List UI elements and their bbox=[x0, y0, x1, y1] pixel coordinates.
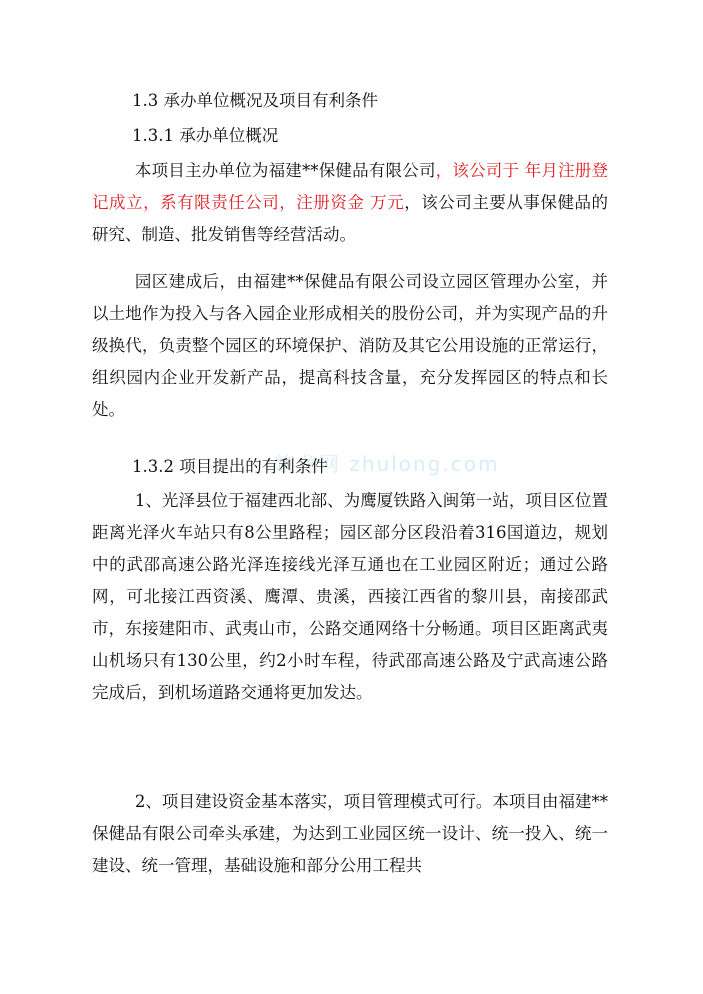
paragraph-organizer-text-b: ，该公司主要从事保健品的研究、制造、批发销售等经营活动。 bbox=[92, 193, 609, 244]
paragraph-funding-advantage: 2、项目建设资金基本落实，项目管理模式可行。本项目由福建**保健品有限公司牵头承建，为达到工业园区统一设计、统一投入、统一建设、统一管理，基础设施和部分公用工程共 bbox=[92, 792, 608, 875]
paragraph-organizer-highlight: ，该公司于 年月注册登记成立，系有限责任公司，注册资金 万元 bbox=[92, 161, 609, 212]
paragraph-transport-advantage: 1、光泽县位于福建西北部、为鹰厦铁路入闽第一站，项目区位置距离光泽火车站只有8公里路程；园区部分区段沿着316国道边，规划中的武邵高速公路光泽连接线光泽互通也在工业园区附近；通过公路网，可北接江西资溪、鹰潭、贵溪，西接江西省的黎川县，南接邵武市，东接建阳市、武夷山市，公路交通网络十分畅通。项目区距离武夷山机场只有130公里，约2小时车程，待武邵高速公路及宁武高速公路完成后，到机场道路交通将更加发达。 bbox=[92, 491, 608, 702]
section-heading-1-3: 1.3 承办单位概况及项目有利条件 bbox=[132, 91, 378, 110]
watermark: 筑龙网 zhulong.com bbox=[275, 452, 500, 476]
section-heading-1-3-1: 1.3.1 承办单位概况 bbox=[132, 126, 279, 145]
paragraph-park-management: 园区建成后，由福建**保健品有限公司设立园区管理办公室，并以土地作为投入与各入园企业形成相关的股份公司，并为实现产品的升级换代，负责整个园区的环境保护、消防及其它公用设施的正常运行，组织园内企业开发新产品，提高科技含量，充分发挥园区的特点和长处。 bbox=[92, 272, 608, 419]
paragraph-organizer-overview bbox=[92, 155, 608, 251]
paragraph-organizer-text-a: 本项目主办单位为福建**保健品有限公司 bbox=[134, 161, 436, 180]
section-heading-1-3-2: 1.3.2 项目提出的有利条件 bbox=[132, 457, 328, 476]
